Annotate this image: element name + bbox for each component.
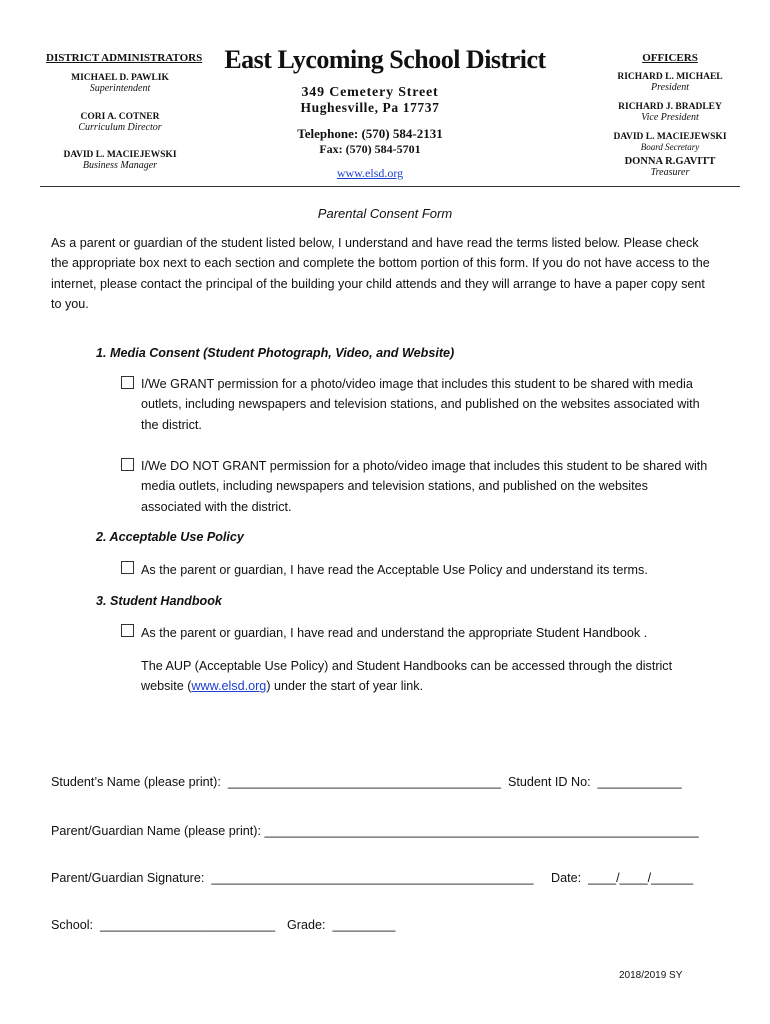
signature-field[interactable]: Parent/Guardian Signature: ______________________________________________ xyxy=(51,871,534,885)
officer-name: DAVID L. MACIEJEWSKI xyxy=(613,132,727,142)
intro-paragraph: As a parent or guardian of the student listed below, I understand and have read the terms listed below. Please check the appropriate box next to each section and complete the bottom portion of this form. If you do not have access to the internet, please contact the principal of the building your child attends and they will arrange to have a paper copy sent to you. xyxy=(51,236,710,311)
access-note xyxy=(141,656,711,697)
grade-field[interactable]: Grade: _________ xyxy=(287,918,396,932)
parent-name-field[interactable]: Parent/Guardian Name (please print): ______________________________________________________________ xyxy=(51,824,699,838)
administrator-title: Business Manager xyxy=(82,160,158,171)
officers-heading: OFFICERS xyxy=(642,52,698,64)
access-note-text: The AUP (Acceptable Use Policy) and Student Handbooks can be accessed through the district website ( xyxy=(141,659,673,694)
aup-checkbox[interactable] xyxy=(121,561,134,574)
officer-block xyxy=(610,102,730,123)
officer-name: RICHARD J. BRADLEY xyxy=(618,102,722,112)
fax: Fax: (570) 584-5701 xyxy=(319,142,421,156)
elsd-website-link[interactable]: www.elsd.org xyxy=(191,679,267,694)
student-id-field[interactable]: Student ID No: ____________ xyxy=(508,775,682,789)
officer-title: Vice President xyxy=(641,112,699,123)
district-website-link[interactable]: www.elsd.org xyxy=(336,166,404,180)
access-note-text-end: ) under the start of year link. xyxy=(266,679,424,694)
header-divider xyxy=(40,186,740,187)
administrator-name: CORI A. COTNER xyxy=(80,112,160,122)
officer-title: Treasurer xyxy=(650,167,690,178)
section-heading-handbook: 3. Student Handbook xyxy=(96,594,222,608)
section-heading-aup: 2. Acceptable Use Policy xyxy=(96,530,244,544)
student-name-field[interactable]: Student’s Name (please print): _______________________________________ xyxy=(51,775,502,789)
administrator-title: Curriculum Director xyxy=(78,122,162,133)
officer-block xyxy=(610,132,730,152)
district-name: East Lycoming School District xyxy=(224,45,546,74)
administrator-name: DAVID L. MACIEJEWSKI xyxy=(63,150,177,160)
grant-permission-label: I/We GRANT permission for a photo/video image that includes this student to be shared with media outlets, including newspapers and television stations, and published on the websites associated with the district. xyxy=(141,377,700,432)
date-field[interactable]: Date: ____/____/______ xyxy=(551,871,694,885)
administrators-heading: DISTRICT ADMINISTRATORS xyxy=(46,52,203,64)
administrator-block xyxy=(40,73,200,94)
school-field[interactable]: School: _________________________ xyxy=(51,918,276,932)
school-year-footer: 2018/2019 SY xyxy=(619,970,683,981)
administrator-block xyxy=(40,150,200,171)
form-title: Parental Consent Form xyxy=(317,206,453,221)
officer-title: Board Secretary xyxy=(640,142,700,152)
address-line-1: 349 Cemetery Street xyxy=(301,85,439,100)
officer-title: President xyxy=(651,82,689,93)
section-heading-media-consent: 1. Media Consent (Student Photograph, Video, and Website) xyxy=(96,346,455,360)
officer-block xyxy=(610,156,730,178)
officer-name: DONNA R.GAVITT xyxy=(624,156,716,167)
telephone: Telephone: (570) 584-2131 xyxy=(297,126,443,141)
administrator-block xyxy=(40,112,200,133)
handbook-checkbox[interactable] xyxy=(121,624,134,637)
officer-block xyxy=(610,72,730,93)
address-line-2: Hughesville, Pa 17737 xyxy=(300,100,440,115)
deny-permission-checkbox[interactable] xyxy=(121,458,134,471)
deny-permission-label: I/We DO NOT GRANT permission for a photo/video image that includes this student to be shared with media outlets, including newspapers and television stations, and published on the websites associated with the district. xyxy=(141,459,708,514)
officer-name: RICHARD L. MICHAEL xyxy=(617,72,723,82)
administrator-name: MICHAEL D. PAWLIK xyxy=(71,73,169,83)
grant-permission-checkbox[interactable] xyxy=(121,376,134,389)
handbook-label: As the parent or guardian, I have read and understand the appropriate Student Handbook . xyxy=(141,626,648,640)
administrator-title: Superintendent xyxy=(89,83,151,94)
aup-label: As the parent or guardian, I have read the Acceptable Use Policy and understand its terms. xyxy=(141,563,648,577)
